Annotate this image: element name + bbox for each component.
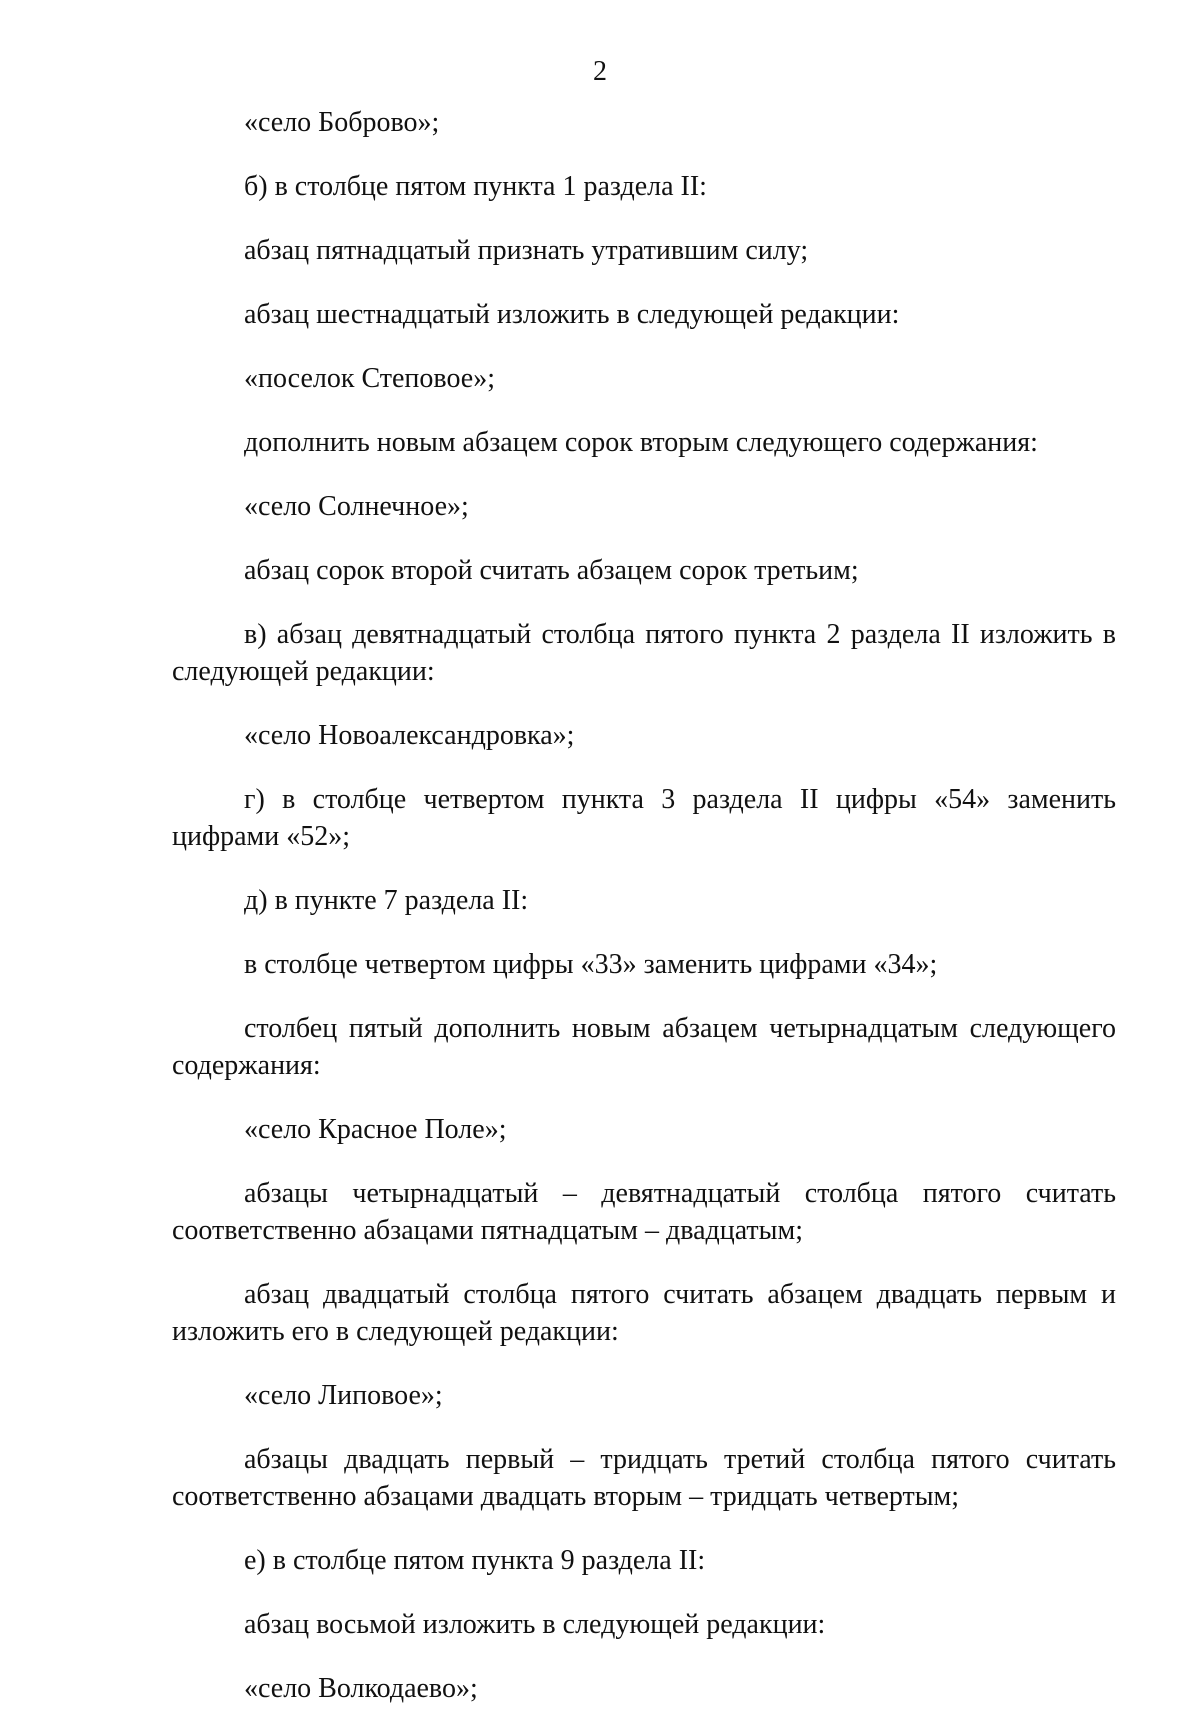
document-body <box>172 104 1116 1734</box>
paragraph: столбец пятый дополнить новым абзацем четырнадцатым следующего содержания: <box>172 1013 1116 1081</box>
paragraph: абзац двадцатый столбца пятого считать абзацем двадцать первым и изложить его в следующей редакции: <box>172 1279 1116 1347</box>
paragraph: «село Боброво»; <box>244 107 440 138</box>
paragraph: «село Солнечное»; <box>244 491 469 522</box>
paragraph: «поселок Степовое»; <box>244 363 495 394</box>
paragraph: абзац восьмой изложить в следующей редакции: <box>244 1609 826 1640</box>
paragraph: д) в пункте 7 раздела II: <box>244 885 529 916</box>
paragraph: абзац сорок второй считать абзацем сорок третьим; <box>244 555 859 586</box>
paragraph: дополнить новым абзацем сорок вторым следующего содержания: <box>244 427 1038 458</box>
paragraph: б) в столбце пятом пункта 1 раздела II: <box>244 171 707 202</box>
page-number: 2 <box>593 56 607 87</box>
paragraph: абзацы четырнадцатый – девятнадцатый столбца пятого считать соответственно абзацами пятнадцатым – двадцатым; <box>172 1178 1116 1246</box>
paragraph: «село Красное Поле»; <box>244 1114 507 1145</box>
paragraph: абзацы двадцать первый – тридцать третий столбца пятого считать соответственно абзацами двадцать вторым – тридцать четвертым; <box>172 1444 1116 1512</box>
paragraph: абзац пятнадцатый признать утратившим силу; <box>244 235 809 266</box>
paragraph: абзац шестнадцатый изложить в следующей редакции: <box>244 299 900 330</box>
paragraph: е) в столбце пятом пункта 9 раздела II: <box>244 1545 706 1576</box>
paragraph: «село Новоалександровка»; <box>244 720 575 751</box>
paragraph: в столбце четвертом цифры «33» заменить цифрами «34»; <box>244 949 938 980</box>
paragraph: в) абзац девятнадцатый столбца пятого пункта 2 раздела II изложить в следующей редакции: <box>172 619 1116 687</box>
paragraph: г) в столбце четвертом пункта 3 раздела II цифры «54» заменить цифрами «52»; <box>172 784 1116 852</box>
paragraph: «село Волкодаево»; <box>244 1673 478 1704</box>
paragraph: «село Липовое»; <box>244 1380 443 1411</box>
